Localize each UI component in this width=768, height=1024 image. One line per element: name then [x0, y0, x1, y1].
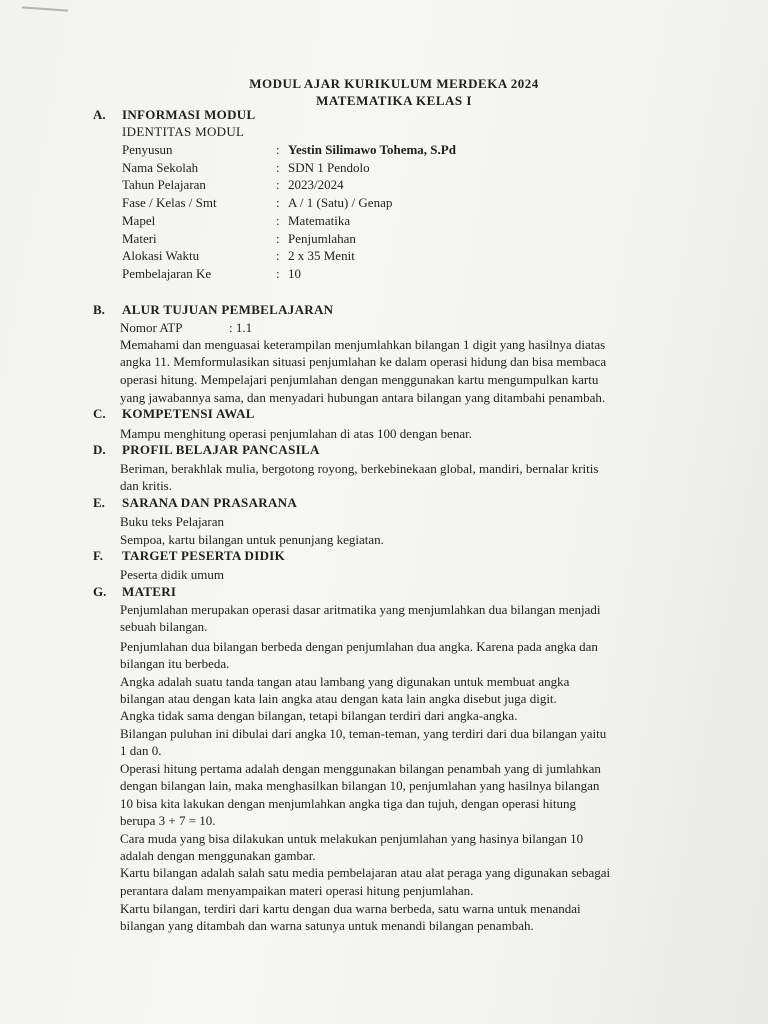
id-label-pembelajaran: Pembelajaran Ke [122, 266, 212, 281]
id-label-mapel: Mapel [122, 213, 156, 228]
section-g-heading: MATERI [122, 584, 177, 599]
id-colon: : [276, 142, 280, 157]
profil-text-line: Beriman, berakhlak mulia, bergotong royong, berkebinekaan global, mandiri, bernalar kritis [120, 461, 599, 476]
id-colon: : [276, 266, 280, 281]
section-e-letter: E. [93, 495, 105, 510]
materi-line: Kartu bilangan adalah salah satu media pembelajaran atau alat peraga yang digunakan sebagai [120, 865, 611, 880]
id-label-sekolah: Nama Sekolah [122, 160, 199, 175]
id-value-materi: Penjumlahan [288, 231, 356, 246]
id-label-tahun: Tahun Pelajaran [122, 177, 206, 192]
atp-text-line: angka 11. Memformulasikan situasi penjumlahan ke dalam operasi hidung dan bisa membaca [120, 354, 607, 369]
id-value-mapel: Matematika [288, 213, 351, 228]
atp-text-line: Memahami dan menguasai keterampilan menjumlahkan bilangan 1 digit yang hasilnya diatas [120, 337, 606, 352]
section-d-heading: PROFIL BELAJAR PANCASILA [122, 442, 320, 457]
section-c-heading: KOMPETENSI AWAL [122, 406, 255, 421]
materi-line: Cara muda yang bisa dilakukan untuk melakukan penjumlahan yang hasinya bilangan 10 [120, 831, 584, 846]
id-colon: : [276, 231, 280, 246]
id-colon: : [276, 177, 280, 192]
profil-text-line: dan kritis. [120, 478, 172, 493]
document-title: MODUL AJAR KURIKULUM MERDEKA 2024 [249, 76, 539, 91]
sarana-item: Buku teks Pelajaran [120, 514, 224, 529]
atp-value: : 1.1 [229, 320, 253, 335]
materi-line: bilangan itu berbeda. [120, 656, 230, 671]
id-label-materi: Materi [122, 231, 157, 246]
materi-line: Kartu bilangan, terdiri dari kartu dengan dua warna berbeda, satu warna untuk menandai [120, 901, 581, 916]
materi-line: berupa 3 + 7 = 10. [120, 813, 216, 828]
section-e-heading: SARANA DAN PRASARANA [122, 495, 298, 510]
id-value-alokasi: 2 x 35 Menit [288, 248, 355, 263]
id-label-penyusun: Penyusun [122, 142, 173, 157]
section-a-heading: INFORMASI MODUL [122, 107, 256, 122]
materi-line: bilangan yang ditambah dan warna satunya untuk menandi bilangan penambah. [120, 918, 534, 933]
materi-line: Bilangan puluhan ini dibulai dari angka 10, teman-teman, yang terdiri dari dua bilangan yaitu [120, 726, 607, 741]
section-f-heading: TARGET PESERTA DIDIK [122, 548, 286, 563]
materi-line: dengan bilangan lain, maka menghasilkan bilangan 10, penjumlahan yang hasilnya bilangan [120, 778, 600, 793]
id-label-alokasi: Alokasi Waktu [122, 248, 200, 263]
materi-line: bilangan atau dengan kata lain angka atau dengan kata lain angka disebut juga digit. [120, 691, 557, 706]
target-text: Peserta didik umum [120, 567, 224, 582]
section-f-letter: F. [93, 548, 103, 563]
section-b-letter: B. [93, 302, 105, 317]
materi-line: Operasi hitung pertama adalah dengan menggunakan bilangan penambah yang di jumlahkan [120, 761, 601, 776]
id-colon: : [276, 195, 280, 210]
id-colon: : [276, 213, 280, 228]
section-b-heading: ALUR TUJUAN PEMBELAJARAN [122, 302, 334, 317]
sarana-item: Sempoa, kartu bilangan untuk penunjang kegiatan. [120, 532, 384, 547]
id-colon: : [276, 160, 280, 175]
kompetensi-text: Mampu menghitung operasi penjumlahan di atas 100 dengan benar. [120, 426, 472, 441]
id-value-tahun: 2023/2024 [288, 177, 344, 192]
id-value-sekolah: SDN 1 Pendolo [288, 160, 370, 175]
identitas-subheading: IDENTITAS MODUL [122, 124, 245, 139]
materi-line: adalah dengan menggunakan gambar. [120, 848, 316, 863]
pen-mark [22, 6, 68, 11]
materi-line: Angka tidak sama dengan bilangan, tetapi bilangan terdiri dari angka-angka. [120, 708, 518, 723]
materi-line: Penjumlahan merupakan operasi dasar aritmatika yang menjumlahkan dua bilangan menjadi [120, 602, 601, 617]
id-label-fase: Fase / Kelas / Smt [122, 195, 217, 210]
id-value-penyusun: Yestin Silimawo Tohema, S.Pd [288, 142, 456, 157]
document-subtitle: MATEMATIKA KELAS I [316, 93, 472, 108]
materi-line: sebuah bilangan. [120, 619, 208, 634]
id-value-fase: A / 1 (Satu) / Genap [288, 195, 393, 210]
materi-line: Penjumlahan dua bilangan berbeda dengan penjumlahan dua angka. Karena pada angka dan [120, 639, 598, 654]
materi-line: 10 bisa kita lakukan dengan menjumlahkan angka tiga dan tujuh, dengan operasi hitung [120, 796, 576, 811]
atp-text-line: yang jawabannya sama, dan menyadari hubungan antara bilangan yang ditambahi penambah. [120, 390, 606, 405]
atp-text-line: operasi hitung. Mempelajari penjumlahan dengan menggunakan kartu mengumpulkan kartu [120, 372, 599, 387]
section-a-letter: A. [93, 107, 106, 122]
atp-label: Nomor ATP [120, 320, 183, 335]
section-g-letter: G. [93, 584, 107, 599]
materi-line: 1 dan 0. [120, 743, 162, 758]
id-colon: : [276, 248, 280, 263]
materi-line: Angka adalah suatu tanda tangan atau lambang yang digunakan untuk membuat angka [120, 674, 570, 689]
materi-line: perantara dalam menyampaikan materi operasi hitung penjumlahan. [120, 883, 474, 898]
section-d-letter: D. [93, 442, 106, 457]
section-c-letter: C. [93, 406, 106, 421]
id-value-pembelajaran: 10 [288, 266, 301, 281]
